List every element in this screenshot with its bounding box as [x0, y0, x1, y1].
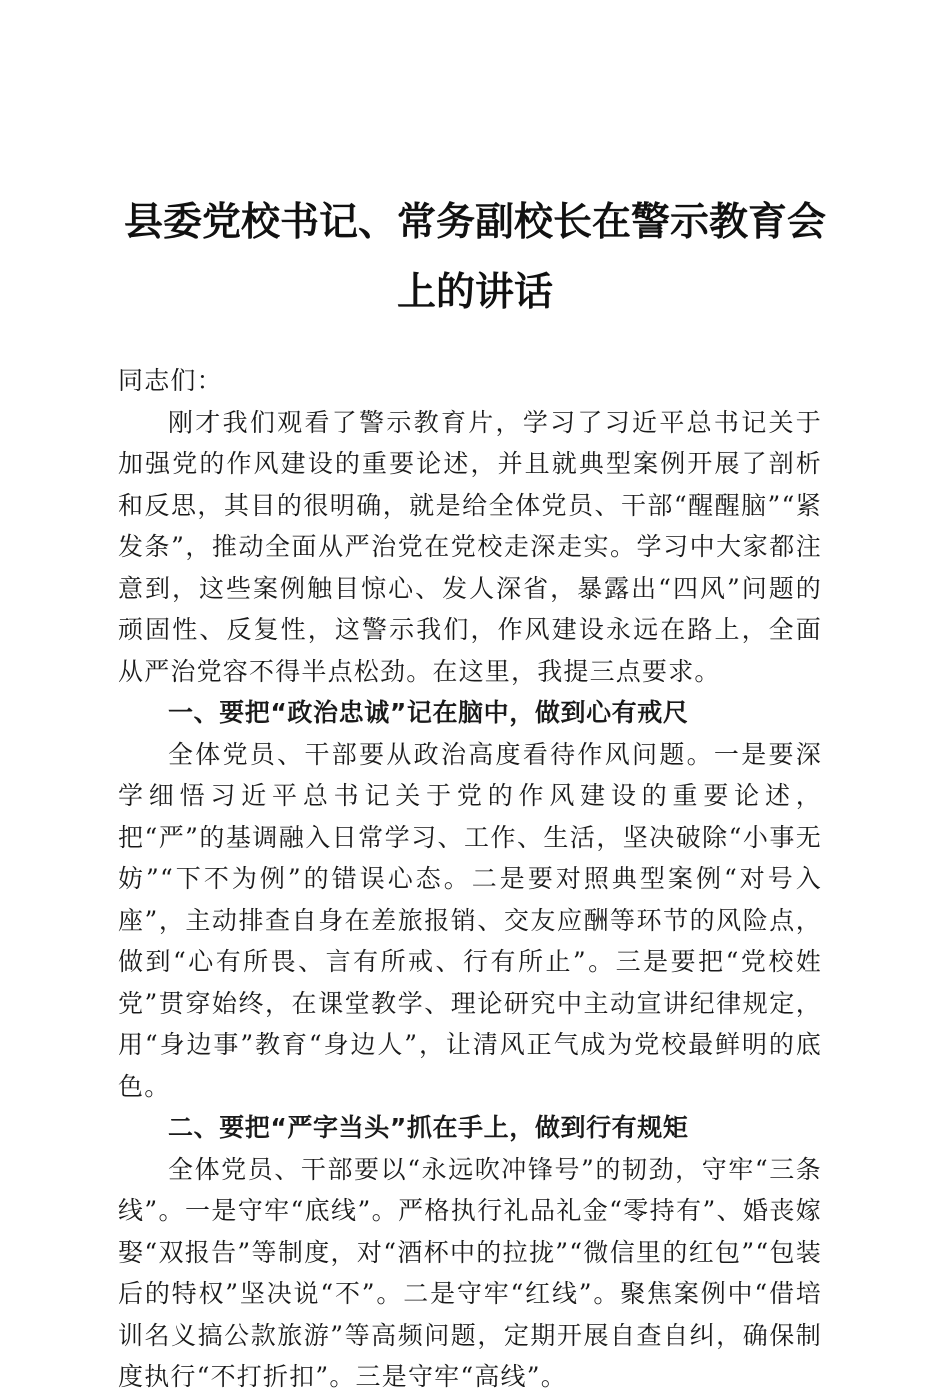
section-1-heading: 一、要把“政治忠诚”记在脑中，做到心有戒尺: [168, 698, 689, 727]
section-1-paragraph: 全体党员、干部要从政治高度看待作风问题。一是要深学细悟习近平总书记关于党的作风建设的重要论述，把“严”的基调融入日常学习、工作、生活，坚决破除“小事无妨”“下不为例”的错误心态。二是要对照典型案例“对号入座”，主动排查自身在差旅报销、交友应酬等环节的风险点，做到“心有所畏、言有所戒、行有所止”。三是要把“党校姓党”贯穿始终，在课堂教学、理论研究中主动宣讲纪律规定，用“身边事”教育“身边人”，让清风正气成为党校最鲜明的底色。: [118, 739, 822, 1101]
document-title: 县委党校书记、常务副校长在警示教育会上的讲话: [123, 200, 826, 315]
document-body: [118, 360, 822, 1398]
section-2-heading: 二、要把“严字当头”抓在手上，做到行有规矩: [168, 1113, 689, 1142]
salutation: 同志们：: [118, 366, 223, 395]
section-2-paragraph: 全体党员、干部要以“永远吹冲锋号”的韧劲，守牢“三条线”。一是守牢“底线”。严格执行礼品礼金“零持有”、婚丧嫁娶“双报告”等制度，对“酒杯中的拉拢”“微信里的红包”“包装后的特权”坚决说“不”。二是守牢“红线”。聚焦案例中“借培训名义搞公款旅游”等高频问题，定期开展自查自纠，确保制度执行“不打折扣”。三是守牢“高线”。: [118, 1154, 822, 1391]
intro-paragraph: 刚才我们观看了警示教育片，学习了习近平总书记关于加强党的作风建设的重要论述，并且就典型案例开展了剖析和反思，其目的很明确，就是给全体党员、干部“醒醒脑”“紧发条”，推动全面从严治党在党校走深走实。学习中大家都注意到，这些案例触目惊心、发人深省，暴露出“四风”问题的顽固性、反复性，这警示我们，作风建设永远在路上，全面从严治党容不得半点松劲。在这里，我提三点要求。: [118, 407, 822, 686]
